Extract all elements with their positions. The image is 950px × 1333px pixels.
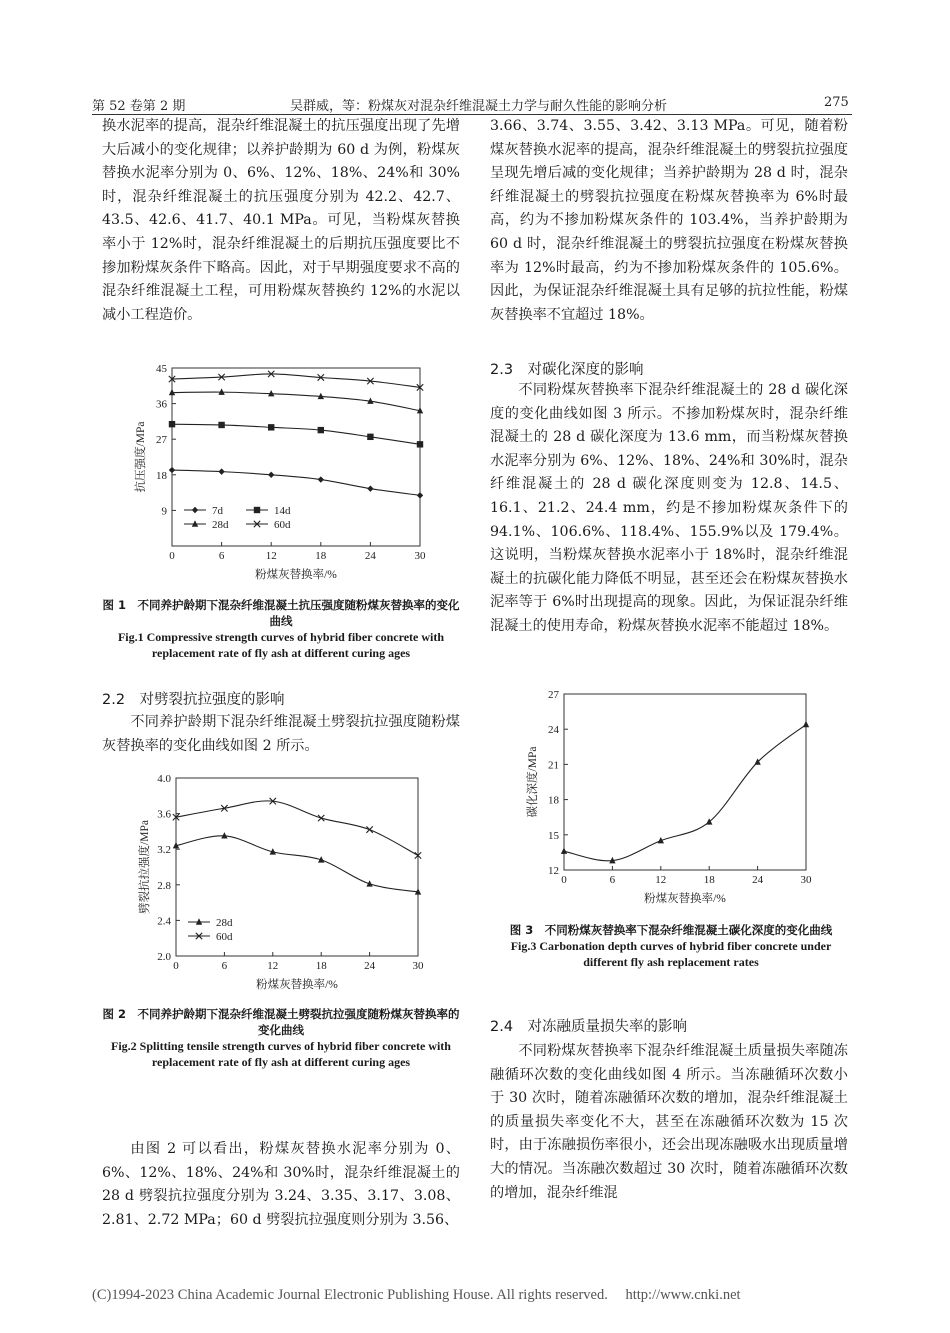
y-tick-label: 45 (156, 363, 167, 375)
data-point-7d (268, 472, 274, 478)
x-tick-label: 24 (752, 874, 764, 886)
legend-label: 28d (212, 519, 229, 531)
section-2-3-text (490, 379, 848, 639)
running-title: 吴群威，等：粉煤灰对混杂纤维混凝土力学与耐久性能的影响分析 (290, 99, 668, 114)
data-point-7d (318, 476, 324, 482)
x-tick-label: 24 (364, 550, 376, 562)
left-bottom-text (102, 1138, 460, 1232)
y-axis-label: 劈裂抗拉强度/MPa (139, 820, 151, 914)
series-line-7d (172, 470, 420, 495)
y-tick-label: 15 (548, 829, 559, 842)
legend-marker (192, 507, 198, 513)
paragraph: 不同粉煤灰替换率下混杂纤维混凝土质量损失率随冻融循环次数的变化曲线如图 4 所示。当冻融循环次数小于 30 次时，随着冻融循环次数的增加，混杂纤维混凝土的质量损失率变化不大，甚至在冻融循环次数为 15 次时，由于冻融损伤率很小，还会出现冻融吸水出现质量增大的情况。当冻融次数超过 30 次时，随着冻融循环次数的增加，混杂纤维混 (490, 1043, 848, 1201)
y-tick-label: 27 (156, 434, 167, 447)
data-point-28d (561, 848, 567, 854)
paragraph: 由图 2 可以看出，粉煤灰替换水泥率分别为 0、6%、12%、18%、24%和 30%时，混杂纤维混凝土的 28 d 劈裂抗拉强度分别为 3.24、3.35、3.17、3.08、2.81、2.72 MPa；60 d 劈裂抗拉强度则分别为 3.56、 (102, 1141, 460, 1228)
figure-2-caption-en: Fig.2 Splitting tensile strength curves of hybrid fiber concrete with replacement rate of fly ash at different curing ages (111, 1039, 451, 1069)
journal-issue: 第 52 卷第 2 期 (92, 99, 186, 114)
y-tick-label: 2.8 (157, 879, 171, 892)
figure-2-chart (128, 768, 438, 996)
y-tick-label: 18 (548, 794, 559, 807)
paragraph: 不同粉煤灰替换率下混杂纤维混凝土的 28 d 碳化深度的变化曲线如图 3 所示。不掺加粉煤灰时，混杂纤维混凝土的 28 d 碳化深度为 13.6 mm，而当粉煤灰替换水泥率分别为 6%、12%、18%、24%和 30%时，混杂纤维混凝土的 28 d 碳化深度则变为 12.8、14.5、16.1、21.2、24.4 mm，约是不掺加粉煤灰条件下的 94.1%、106.6%、118.4%、155.9%以及 179.4%。这说明，当粉煤灰替换水泥率小于 18%时，混杂纤维混凝土的抗碳化能力降低不明显，甚至还会在粉煤灰替换水泥率等于 6%时出现提高的现象。因此，为保证混杂纤维混凝土的使用寿命，粉煤灰替换水泥率不能超过 18%。 (490, 382, 848, 634)
figure-1-caption (100, 597, 462, 661)
data-point-14d (367, 434, 373, 440)
x-tick-label: 6 (218, 550, 225, 562)
y-tick-label: 2.4 (157, 915, 171, 928)
x-tick-label: 12 (265, 550, 277, 562)
figure-1-chart (120, 352, 440, 590)
data-point-28d (706, 818, 712, 824)
x-axis-label: 粉煤灰替换率/% (255, 569, 337, 581)
data-point-14d (417, 441, 423, 447)
figure-3-caption-en: Fig.3 Carbonation depth curves of hybrid fiber concrete under different fly ash replacement rates (510, 939, 832, 969)
figure-2-caption (100, 1006, 462, 1070)
data-point-7d (367, 485, 373, 491)
section-2-4-title: 2.4 对冻融质量损失率的影响 (490, 1019, 688, 1035)
y-tick-label: 9 (161, 505, 167, 518)
x-tick-label: 30 (414, 550, 426, 562)
y-tick-label: 24 (548, 724, 559, 737)
x-tick-label: 24 (364, 960, 376, 972)
y-axis-label: 碳化深度/MPa (527, 746, 539, 818)
x-tick-label: 0 (561, 874, 567, 886)
figure-3-chart (522, 682, 822, 912)
section-2-3-title: 2.3 对碳化深度的影响 (490, 362, 644, 378)
figure-1-caption-zh: 图 1 不同养护龄期下混杂纤维混凝土抗压强度随粉煤灰替换率的变化曲线 (102, 598, 460, 628)
x-axis-label: 粉煤灰替换率/% (644, 893, 726, 905)
x-tick-label: 12 (267, 960, 279, 972)
section-2-2-title: 2.2 对劈裂抗拉强度的影响 (102, 692, 285, 708)
x-tick-label: 0 (169, 550, 175, 562)
y-tick-label: 27 (548, 689, 559, 701)
figure-1-caption-en: Fig.1 Compressive strength curves of hybrid fiber concrete with replacement rate of fly ash at different curing ages (117, 630, 445, 660)
series-line-60d (176, 801, 418, 856)
data-point-14d (318, 427, 324, 433)
legend-marker (254, 507, 260, 513)
x-tick-label: 6 (609, 874, 616, 886)
series-line-28d (176, 836, 418, 892)
y-tick-label: 12 (548, 865, 559, 877)
data-point-28d (803, 721, 809, 727)
y-tick-label: 18 (156, 469, 167, 482)
left-intro-text (102, 115, 460, 327)
page-number: 275 (824, 95, 849, 110)
y-tick-label: 2.0 (157, 951, 171, 963)
figure-3-caption-zh: 图 3 不同粉煤灰替换率下混杂纤维混凝土碳化深度的变化曲线 (509, 923, 833, 937)
series-line-28d (172, 392, 420, 411)
copyright-footer (92, 1287, 772, 1304)
data-point-7d (169, 467, 175, 473)
data-point-14d (169, 421, 175, 427)
x-tick-label: 30 (412, 960, 424, 972)
y-axis-label: 抗压强度/MPa (135, 421, 147, 493)
x-tick-label: 6 (221, 960, 228, 972)
y-tick-label: 36 (156, 398, 167, 411)
plot-frame (176, 778, 418, 956)
legend-label: 60d (216, 931, 233, 943)
legend-label: 14d (274, 505, 291, 517)
paragraph: 不同养护龄期下混杂纤维混凝土劈裂抗拉强度随粉煤灰替换率的变化曲线如图 2 所示。 (102, 714, 460, 754)
data-point-60d (318, 815, 324, 821)
x-tick-label: 0 (173, 960, 179, 972)
legend-label: 60d (274, 519, 291, 531)
x-axis-label: 粉煤灰替换率/% (256, 979, 338, 991)
x-tick-label: 18 (315, 550, 327, 562)
paragraph: 换水泥率的提高，混杂纤维混凝土的抗压强度出现了先增大后减小的变化规律；以养护龄期为 60 d 为例，粉煤灰替换水泥率分别为 0、6%、12%、18%、24%和 30%时，混杂纤维混凝土的抗压强度分别为 42.2、42.7、43.5、42.6、41.7、40.1 MPa。可见，当粉煤灰替换率小于 12%时，混杂纤维混凝土的后期抗压强度要比不掺加粉煤灰条件下略高。因此，对于早期强度要求不高的混杂纤维混凝土工程，可用粉煤灰替换约 12%的水泥以减小工程造价。 (102, 118, 460, 323)
data-point-14d (268, 424, 274, 430)
data-point-7d (417, 492, 423, 498)
y-tick-label: 3.2 (157, 844, 171, 857)
data-point-7d (218, 468, 224, 474)
figure-2-caption-zh: 图 2 不同养护龄期下混杂纤维混凝土劈裂抗拉强度随粉煤灰替换率的变化曲线 (102, 1007, 460, 1037)
x-tick-label: 30 (800, 874, 812, 886)
footer-url: http://www.cnki.net (625, 1287, 741, 1303)
series-line-28d (564, 725, 806, 861)
y-tick-label: 3.6 (157, 808, 171, 821)
x-tick-label: 18 (703, 874, 715, 886)
series-line-60d (172, 374, 420, 387)
section-2-2-text (102, 711, 460, 758)
y-tick-label: 21 (548, 759, 559, 772)
section-2-4-text (490, 1040, 848, 1205)
data-point-14d (218, 422, 224, 428)
legend-label: 28d (216, 917, 233, 929)
x-tick-label: 12 (655, 874, 667, 886)
legend-label: 7d (212, 505, 223, 517)
plot-frame (564, 694, 806, 870)
data-point-60d (366, 826, 372, 832)
x-tick-label: 18 (315, 960, 327, 972)
right-top-text (490, 115, 848, 327)
series-line-14d (172, 424, 420, 444)
copyright-text: (C)1994-2023 China Academic Journal Electronic Publishing House. All rights reserved. (92, 1287, 608, 1303)
figure-3-caption (490, 922, 852, 970)
y-tick-label: 4.0 (157, 773, 171, 785)
paragraph: 3.66、3.74、3.55、3.42、3.13 MPa。可见，随着粉煤灰替换水泥率的提高，混杂纤维混凝土的劈裂抗拉强度呈现先增后减的变化规律；当养护龄期为 28 d 时，混杂纤维混凝土的劈裂抗拉强度在粉煤灰替换率为 6%时最高，约为不掺加粉煤灰条件的 103.4%，当养护龄期为 60 d 时，混杂纤维混凝土的劈裂抗拉强度在粉煤灰替换率为 12%时最高，约为不掺加粉煤灰条件的 105.6%。因此，为保证混杂纤维混凝土具有足够的抗拉性能，粉煤灰替换率不宜超过 18%。 (490, 118, 848, 323)
